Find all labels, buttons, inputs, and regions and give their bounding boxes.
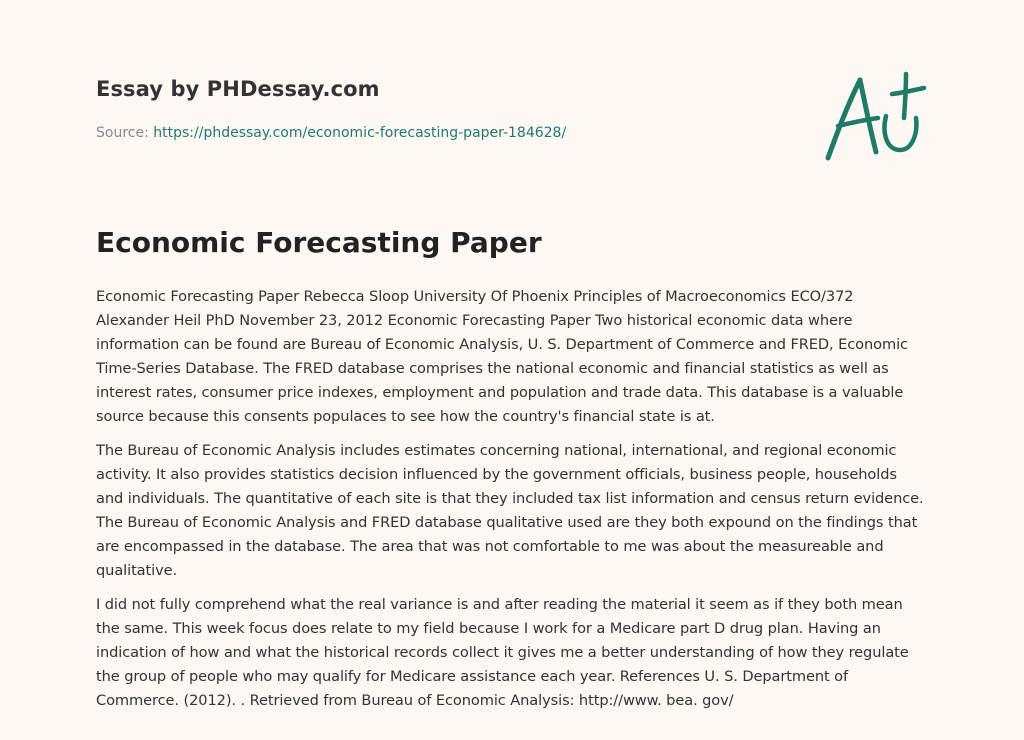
a-plus-logo-icon	[820, 68, 930, 164]
source-label: Source:	[96, 125, 154, 141]
source-line	[96, 125, 566, 141]
brand-title: Essay by PHDessay.com	[96, 77, 380, 101]
essay-body	[96, 285, 926, 723]
essay-title: Economic Forecasting Paper	[96, 226, 542, 259]
essay-paragraph-3: I did not fully comprehend what the real variance is and after reading the material it seem as if they both mean the same. This week focus does relate to my field because I work for a Medicare part D drug plan. Having an indication of how and what the historical records collect it gives me a better understanding of how they regulate the group of people who may qualify for Medicare assistance each year. References U. S. Department of Commerce. (2012). . Retrieved from Bureau of Economic Analysis: http://www. bea. gov/	[96, 596, 909, 709]
essay-paragraph-1: Economic Forecasting Paper Rebecca Sloop University Of Phoenix Principles of Macroeconomics ECO/372 Alexander Heil PhD November 23, 2012 Economic Forecasting Paper Two historical economic data where information can be found are Bureau of Economic Analysis, U. S. Department of Commerce and FRED, Economic Time-Series Database. The FRED database comprises the national economic and financial statistics as well as interest rates, consumer price indexes, employment and population and trade data. This database is a valuable source because this consents populaces to see how the country's financial state is at.	[96, 288, 908, 425]
essay-paragraph-2: The Bureau of Economic Analysis includes estimates concerning national, international, and regional economic activity. It also provides statistics decision influenced by the government officials, business people, households and individuals. The quantitative of each site is that they included tax list information and census return evidence. The Bureau of Economic Analysis and FRED database qualitative used are they both expound on the findings that are encompassed in the database. The area that was not comfortable to me was about the measureable and qualitative.	[96, 442, 924, 579]
source-link[interactable]: https://phdessay.com/economic-forecasting-paper-184628/	[153, 125, 567, 141]
